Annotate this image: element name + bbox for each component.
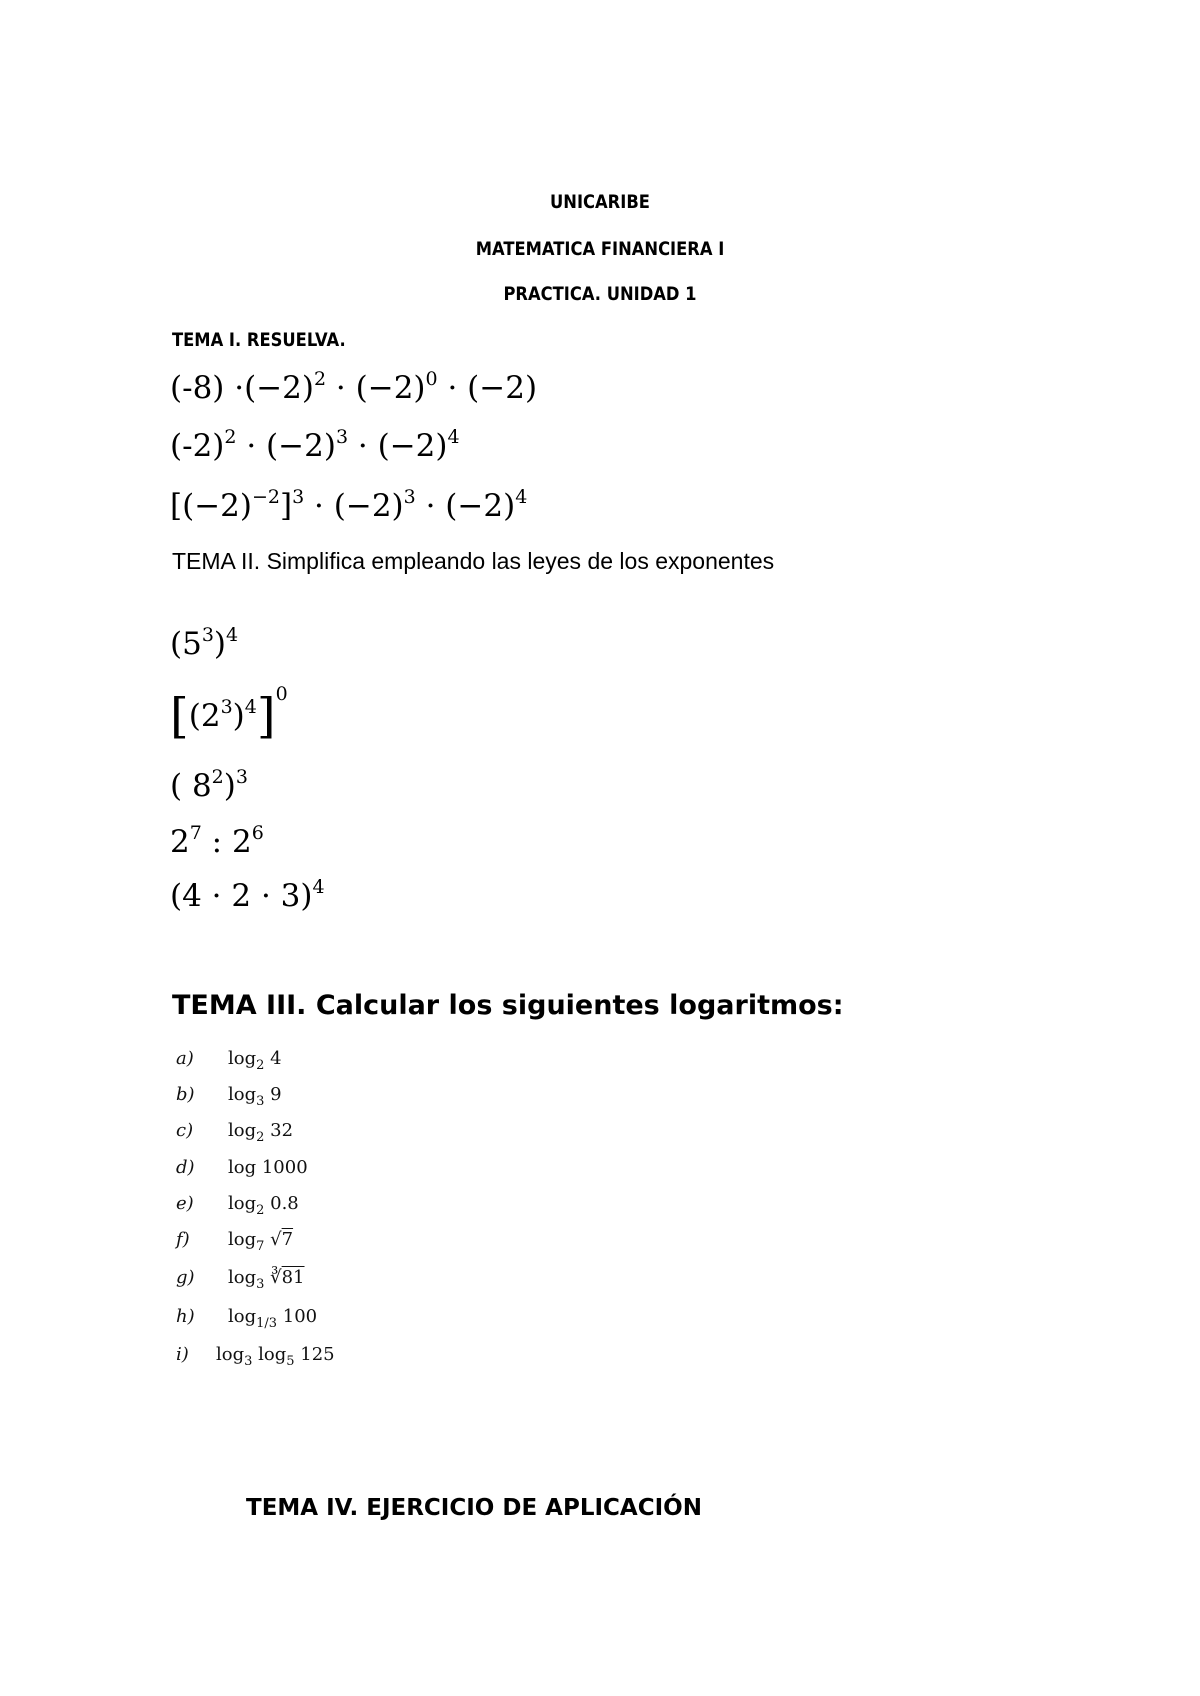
tema1-title: TEMA I. RESUELVA. — [172, 329, 346, 351]
log-item-e: e) $\log_2 0.8$ — [176, 1193, 299, 1218]
log-label: f) — [176, 1229, 190, 1250]
tema2-title: TEMA II. Simplifica empleando las leyes de los exponentes — [172, 548, 775, 574]
log-label: d) — [176, 1157, 195, 1178]
log-label: b) — [176, 1084, 195, 1105]
log-label: a) — [176, 1048, 194, 1069]
log-item-i: i) $\log_3 \log_5 125$ — [176, 1344, 335, 1369]
log-label: c) — [176, 1120, 194, 1141]
log-item-h: h) $\log_{1/3} 100$ — [176, 1306, 318, 1331]
log-label: g) — [176, 1267, 195, 1288]
log-item-a: a) $\log_2 4$ — [176, 1048, 282, 1073]
tema2-expression-4: $2^7$ : $2^6$ — [170, 822, 264, 860]
log-item-f: f) $\log_7 √7$ — [176, 1229, 294, 1254]
tema1-expression-1: $(-8) \cdot(-2)^2 \cdot (-2)^0 \cdot (-2)$ — [170, 368, 538, 406]
log-label: i) — [176, 1344, 189, 1365]
log-label: e) — [176, 1193, 194, 1214]
log-item-b: b) $\log_3 9$ — [176, 1084, 282, 1109]
institution-name: UNICARIBE — [550, 191, 650, 213]
log-item-g: g) $\log_3$ ∛81 — [176, 1267, 305, 1292]
tema2-expression-2: $[(2^3)^4]^0$ — [170, 683, 288, 744]
tema1-expression-3: $[(-2)^{-2}]^3 \cdot (-2)^3 \cdot (-2)^4$ — [170, 486, 528, 524]
course-title: MATEMATICA FINANCIERA I — [475, 238, 725, 260]
tema2-expression-1: $(5^3)^4$ — [170, 624, 239, 662]
tema4-title: TEMA IV. EJERCICIO DE APLICACIÓN — [246, 1495, 702, 1521]
tema1-expression-2: $(-2)^2 \cdot (-2)^3 \cdot (-2)^4$ — [170, 426, 460, 464]
log-label: h) — [176, 1306, 195, 1327]
tema2-expression-3: ( $8^2)^3$ — [170, 766, 248, 804]
log-item-d: d) log 1000 — [176, 1157, 308, 1178]
tema3-title: TEMA III. Calcular los siguientes logaritmos: — [172, 990, 844, 1021]
log-item-c: c) $\log_2 32$ — [176, 1120, 294, 1145]
practice-title: PRACTICA. UNIDAD 1 — [503, 283, 697, 305]
tema2-expression-5: $(4 \cdot 2 \cdot 3)^4$ — [170, 876, 325, 914]
